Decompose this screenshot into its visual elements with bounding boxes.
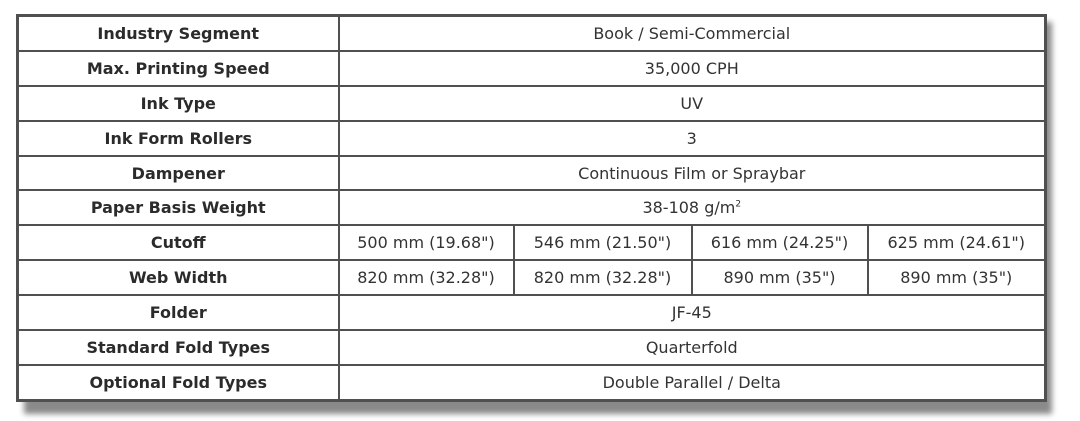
row-label-paper-basis-weight: Paper Basis Weight [18,190,339,225]
row-value-max-printing-speed: 35,000 CPH [339,51,1046,86]
row-label-dampener: Dampener [18,156,339,191]
web-width-value: 820 mm (32.28") [514,260,692,295]
table-row [18,330,1046,365]
table-row [18,365,1046,401]
paper-basis-weight-text: 38-108 g/m [642,198,736,218]
row-value-standard-fold-types: Quarterfold [339,330,1046,365]
row-value-paper-basis-weight [339,190,1046,225]
table-row [18,225,1046,260]
web-width-value: 820 mm (32.28") [339,260,514,295]
row-value-ink-type: UV [339,86,1046,121]
table-row [18,51,1046,86]
cutoff-value: 500 mm (19.68") [339,225,514,260]
cutoff-value: 616 mm (24.25") [692,225,868,260]
row-value-ink-form-rollers: 3 [339,121,1046,156]
row-label-standard-fold-types: Standard Fold Types [18,330,339,365]
web-width-value: 890 mm (35") [868,260,1046,295]
row-value-dampener: Continuous Film or Spraybar [339,156,1046,191]
row-label-optional-fold-types: Optional Fold Types [18,365,339,401]
superscript-two: 2 [735,200,742,211]
row-label-ink-form-rollers: Ink Form Rollers [18,121,339,156]
row-label-web-width: Web Width [18,260,339,295]
table-row [18,86,1046,121]
table-row [18,295,1046,330]
web-width-value: 890 mm (35") [692,260,868,295]
table-row [18,121,1046,156]
row-label-folder: Folder [18,295,339,330]
table-row [18,156,1046,191]
table-row [18,190,1046,225]
table-row [18,16,1046,51]
row-label-cutoff: Cutoff [18,225,339,260]
row-value-folder: JF-45 [339,295,1046,330]
row-label-ink-type: Ink Type [18,86,339,121]
table-row [18,260,1046,295]
specifications-table [16,14,1047,402]
cutoff-value: 625 mm (24.61") [868,225,1046,260]
row-value-optional-fold-types: Double Parallel / Delta [339,365,1046,401]
cutoff-value: 546 mm (21.50") [514,225,692,260]
row-label-max-printing-speed: Max. Printing Speed [18,51,339,86]
row-label-industry-segment: Industry Segment [18,16,339,51]
row-value-industry-segment: Book / Semi-Commercial [339,16,1046,51]
